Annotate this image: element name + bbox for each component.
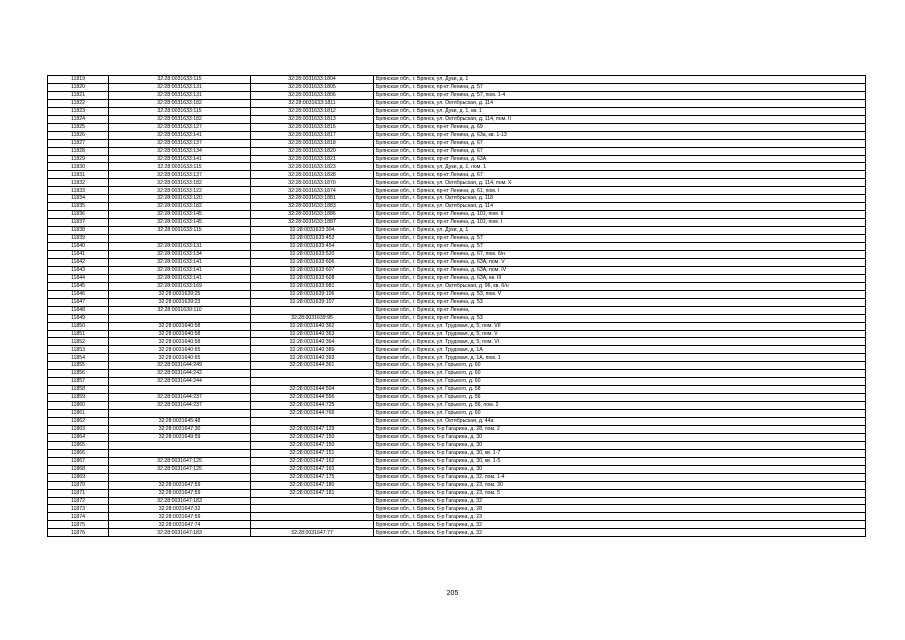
row-number-cell: 11871 — [48, 489, 109, 497]
row-number-cell: 11837 — [48, 219, 109, 227]
row-number-cell: 11841 — [48, 250, 109, 258]
table-row — [48, 163, 866, 171]
address-cell: Брянская обл., г. Брянск, пр-кт Ленина, д. 63А, пом. V — [374, 258, 866, 266]
land-parcel-number-cell: 32:28:0031644:244 — [109, 378, 251, 386]
building-number-cell: 32:28:0031640:364 — [251, 338, 374, 346]
land-parcel-number-cell: 32:28:0031644:237 — [109, 394, 251, 402]
building-number-cell: 32:28:0031633:520 — [251, 250, 374, 258]
land-parcel-number-cell: 32:28:0031633:141 — [109, 274, 251, 282]
building-number-cell: 32:28:0031647:181 — [251, 489, 374, 497]
building-number-cell: 32:28:0031639:95 — [251, 314, 374, 322]
land-parcel-number-cell — [109, 386, 251, 394]
row-number-cell: 11873 — [48, 505, 109, 513]
building-number-cell: 32:28:0031640:389 — [251, 346, 374, 354]
building-number-cell: 32:28:0031644:556 — [251, 394, 374, 402]
building-number-cell — [251, 378, 374, 386]
row-number-cell: 11850 — [48, 322, 109, 330]
table-row — [48, 481, 866, 489]
row-number-cell: 11825 — [48, 123, 109, 131]
land-parcel-number-cell: 32:28:0031644:242 — [109, 370, 251, 378]
table-row — [48, 139, 866, 147]
building-number-cell: 32:28:0031644:766 — [251, 410, 374, 418]
land-parcel-number-cell: 32:28:0031640:58 — [109, 338, 251, 346]
address-cell: Брянская обл., г. Брянск, б-р Гагарина, д. 30 — [374, 433, 866, 441]
row-number-cell: 11822 — [48, 99, 109, 107]
land-parcel-number-cell: 32:28:0031647:74 — [109, 521, 251, 529]
land-parcel-number-cell: 32:28:0031647:183 — [109, 529, 251, 537]
table-row — [48, 306, 866, 314]
building-number-cell: 32:28:0031640:362 — [251, 322, 374, 330]
building-number-cell: 32:28:0031633:981 — [251, 282, 374, 290]
building-number-cell — [251, 505, 374, 513]
row-number-cell: 11844 — [48, 274, 109, 282]
address-cell: Брянская обл., г. Брянск, б-р Гагарина, д. 30 — [374, 441, 866, 449]
row-number-cell: 11849 — [48, 314, 109, 322]
address-cell: Брянская обл., г. Брянск, б-р Гагарина, д. 23 — [374, 513, 866, 521]
land-parcel-number-cell: 32:28:0031647:32 — [109, 505, 251, 513]
row-number-cell: 11824 — [48, 115, 109, 123]
building-number-cell: 32:28:0031633:1823 — [251, 163, 374, 171]
row-number-cell: 11868 — [48, 465, 109, 473]
land-parcel-number-cell: 32:28:0031640:58 — [109, 322, 251, 330]
land-parcel-number-cell: 32:28:0031633:115 — [109, 163, 251, 171]
land-parcel-number-cell: 32:28:0031633:182 — [109, 179, 251, 187]
row-number-cell: 11833 — [48, 187, 109, 195]
land-parcel-number-cell: 32:28:0031633:115 — [109, 107, 251, 115]
row-number-cell: 11839 — [48, 235, 109, 243]
row-number-cell: 11857 — [48, 378, 109, 386]
row-number-cell: 11848 — [48, 306, 109, 314]
building-number-cell: 32:28:0031633:453 — [251, 235, 374, 243]
row-number-cell: 11846 — [48, 290, 109, 298]
table-row — [48, 195, 866, 203]
land-parcel-number-cell: 32:28:0031633:120 — [109, 195, 251, 203]
table-row — [48, 91, 866, 99]
table-row — [48, 76, 866, 84]
table-row — [48, 346, 866, 354]
building-number-cell: 32:28:0031644:504 — [251, 386, 374, 394]
table-row — [48, 123, 866, 131]
address-cell: Брянская обл., г. Брянск, пр-кт Ленина, д. 69 — [374, 123, 866, 131]
table-row — [48, 115, 866, 123]
address-cell: Брянская обл., г. Брянск, ул. Октябрьская, д. 118 — [374, 195, 866, 203]
land-parcel-number-cell: 32:28:0031633:182 — [109, 99, 251, 107]
land-parcel-number-cell — [109, 235, 251, 243]
building-number-cell: 32:28:0031633:1817 — [251, 131, 374, 139]
building-number-cell — [251, 306, 374, 314]
row-number-cell: 11829 — [48, 155, 109, 163]
land-parcel-number-cell: 32:28:0031633:141 — [109, 258, 251, 266]
row-number-cell: 11872 — [48, 497, 109, 505]
land-parcel-number-cell: 32:28:0031633:145 — [109, 211, 251, 219]
row-number-cell: 11834 — [48, 195, 109, 203]
address-cell: Брянская обл., г. Брянск, пр-кт Ленина, д. 57 — [374, 235, 866, 243]
building-number-cell: 32:28:0031633:608 — [251, 274, 374, 282]
building-number-cell: 32:28:0031633:1811 — [251, 99, 374, 107]
address-cell: Брянская обл., г. Брянск, б-р Гагарина, д. 30, кв. 1-5 — [374, 457, 866, 465]
building-number-cell: 32:28:0031633:1816 — [251, 123, 374, 131]
land-parcel-number-cell: 32:28:0031647:125 — [109, 465, 251, 473]
row-number-cell: 11859 — [48, 394, 109, 402]
row-number-cell: 11875 — [48, 521, 109, 529]
land-parcel-number-cell: 32:28:0031640:65 — [109, 354, 251, 362]
row-number-cell: 11867 — [48, 457, 109, 465]
building-number-cell: 32:28:0031647:129 — [251, 425, 374, 433]
land-parcel-number-cell: 32:28:0031633:131 — [109, 243, 251, 251]
row-number-cell: 11821 — [48, 91, 109, 99]
row-number-cell: 11856 — [48, 370, 109, 378]
address-cell: Брянская обл., г. Брянск, пр-кт Ленина, д. 63А, пом. IV — [374, 266, 866, 274]
address-cell: Брянская обл., г. Брянск, ул. Горького, д. 60 — [374, 370, 866, 378]
building-number-cell: 32:28:0031633:1870 — [251, 179, 374, 187]
cadastral-registry-table — [47, 75, 866, 537]
table-row — [48, 322, 866, 330]
table-row — [48, 386, 866, 394]
table-row — [48, 489, 866, 497]
building-number-cell — [251, 417, 374, 425]
land-parcel-number-cell: 32:28:0031647:59 — [109, 489, 251, 497]
row-number-cell: 11820 — [48, 83, 109, 91]
row-number-cell: 11827 — [48, 139, 109, 147]
row-number-cell: 11819 — [48, 76, 109, 84]
row-number-cell: 11835 — [48, 203, 109, 211]
row-number-cell: 11855 — [48, 362, 109, 370]
table-row — [48, 258, 866, 266]
row-number-cell: 11830 — [48, 163, 109, 171]
table-row — [48, 378, 866, 386]
table-row — [48, 147, 866, 155]
table-row — [48, 155, 866, 163]
land-parcel-number-cell: 32:28:0031647:183 — [109, 497, 251, 505]
table-row — [48, 171, 866, 179]
land-parcel-number-cell: 32:28:0031647:125 — [109, 457, 251, 465]
address-cell: Брянская обл., г. Брянск, ул. Горького, д. 58 — [374, 386, 866, 394]
building-number-cell: 32:28:0031633:1821 — [251, 155, 374, 163]
land-parcel-number-cell: 32:28:0031649:59 — [109, 433, 251, 441]
building-number-cell: 32:28:0031647:175 — [251, 473, 374, 481]
land-parcel-number-cell: 32:28:0031633:137 — [109, 139, 251, 147]
land-parcel-number-cell: 32:28:0031633:169 — [109, 282, 251, 290]
land-parcel-number-cell: 32:28:0031639:25 — [109, 290, 251, 298]
address-cell: Брянская обл., г. Брянск, пр-кт Ленина, д. 63а, кв. 1-13 — [374, 131, 866, 139]
row-number-cell: 11823 — [48, 107, 109, 115]
address-cell: Брянская обл., г. Брянск, ул. Октябрьская, д. 96, кв. б/н — [374, 282, 866, 290]
table-row — [48, 187, 866, 195]
address-cell: Брянская обл., г. Брянск, ул. Горького, д. 60 — [374, 362, 866, 370]
table-row — [48, 457, 866, 465]
building-number-cell: 32:28:0031647:150 — [251, 433, 374, 441]
land-parcel-number-cell: 32:28:0031633:182 — [109, 203, 251, 211]
table-row — [48, 83, 866, 91]
building-number-cell: 32:28:0031633:1828 — [251, 171, 374, 179]
table-row — [48, 131, 866, 139]
land-parcel-number-cell: 32:28:0031633:134 — [109, 147, 251, 155]
building-number-cell: 32:28:0031647:162 — [251, 457, 374, 465]
land-parcel-number-cell: 32:28:0031647:59 — [109, 481, 251, 489]
address-cell: Брянская обл., г. Брянск, пр-кт Ленина, д. 53, пом. V — [374, 290, 866, 298]
address-cell: Брянская обл., г. Брянск, пр-кт Ленина, д. 67 — [374, 139, 866, 147]
row-number-cell: 11851 — [48, 330, 109, 338]
address-cell: Брянская обл., г. Брянск, пр-кт Ленина, д. 63А, кв. III — [374, 274, 866, 282]
land-parcel-number-cell: 32:28:0031647:59 — [109, 513, 251, 521]
address-cell: Брянская обл., г. Брянск, ул. Октябрьская, д. 44а — [374, 417, 866, 425]
land-parcel-number-cell: 32:28:0031633:127 — [109, 123, 251, 131]
land-parcel-number-cell: 32:28:0031647:30 — [109, 425, 251, 433]
address-cell: Брянская обл., г. Брянск, б-р Гагарина, д. 32 — [374, 497, 866, 505]
building-number-cell: 32:28:0031633:1818 — [251, 139, 374, 147]
table-row — [48, 314, 866, 322]
address-cell: Брянская обл., г. Брянск, пр-кт Ленина, — [374, 306, 866, 314]
table-row — [48, 354, 866, 362]
address-cell: Брянская обл., г. Брянск, пр-кт Ленина, д. 53 — [374, 298, 866, 306]
table-row — [48, 394, 866, 402]
table-row — [48, 290, 866, 298]
row-number-cell: 11854 — [48, 354, 109, 362]
table-row — [48, 107, 866, 115]
address-cell: Брянская обл., г. Брянск, б-р Гагарина, д. 30 — [374, 465, 866, 473]
land-parcel-number-cell: 32:28:0031633:131 — [109, 83, 251, 91]
address-cell: Брянская обл., г. Брянск, б-р Гагарина, д. 30, кв. 1-7 — [374, 449, 866, 457]
table-row — [48, 529, 866, 537]
row-number-cell: 11847 — [48, 298, 109, 306]
address-cell: Брянская обл., г. Брянск, б-р Гагарина, д. 28 — [374, 505, 866, 513]
address-cell: Брянская обл., г. Брянск, ул. Трудовая, д. 1А, пом. 1 — [374, 354, 866, 362]
address-cell: Брянская обл., г. Брянск, ул. Горького, д. 56 — [374, 394, 866, 402]
address-cell: Брянская обл., г. Брянск, б-р Гагарина, д. 32 — [374, 529, 866, 537]
address-cell: Брянская обл., г. Брянск, ул. Октябрьская, д. 114, пом. II — [374, 115, 866, 123]
land-parcel-number-cell — [109, 449, 251, 457]
building-number-cell: 32:28:0031633:1812 — [251, 107, 374, 115]
page-number: 205 — [446, 590, 459, 597]
address-cell: Брянская обл., г. Брянск, пр-кт Ленина, д. 101, пом. I — [374, 219, 866, 227]
land-parcel-number-cell: 32:28:0031639:23 — [109, 298, 251, 306]
row-number-cell: 11843 — [48, 266, 109, 274]
table-row — [48, 298, 866, 306]
building-number-cell: 32:28:0031633:1813 — [251, 115, 374, 123]
land-parcel-number-cell: 32:28:0031633:115 — [109, 227, 251, 235]
building-number-cell: 32:28:0031644:361 — [251, 362, 374, 370]
registry-table-body — [48, 76, 866, 537]
land-parcel-number-cell — [109, 473, 251, 481]
building-number-cell: 32:28:0031633:1881 — [251, 195, 374, 203]
building-number-cell: 32:28:0031633:1820 — [251, 147, 374, 155]
table-row — [48, 266, 866, 274]
row-number-cell: 11831 — [48, 171, 109, 179]
land-parcel-number-cell: 32:28:0031640:65 — [109, 346, 251, 354]
table-row — [48, 203, 866, 211]
address-cell: Брянская обл., г. Брянск, пр-кт Ленина, д. 57, пом. 1-4 — [374, 91, 866, 99]
building-number-cell: 32:28:0031633:304 — [251, 227, 374, 235]
building-number-cell: 32:28:0031633:1887 — [251, 219, 374, 227]
table-row — [48, 243, 866, 251]
address-cell: Брянская обл., г. Брянск, ул. Горького, д. 56, пом. 2 — [374, 402, 866, 410]
land-parcel-number-cell: 32:28:0031633:122 — [109, 187, 251, 195]
land-parcel-number-cell: 32:28:0031633:141 — [109, 131, 251, 139]
table-row — [48, 235, 866, 243]
address-cell: Брянская обл., г. Брянск, ул. Октябрьская, д. 114 — [374, 99, 866, 107]
row-number-cell: 11874 — [48, 513, 109, 521]
address-cell: Брянская обл., г. Брянск, ул. Октябрьская, д. 114, пом. X — [374, 179, 866, 187]
building-number-cell: 32:28:0031647:163 — [251, 465, 374, 473]
address-cell: Брянская обл., г. Брянск, ул. Трудовая, д. 5, пом. V — [374, 330, 866, 338]
building-number-cell: 32:28:0031647:180 — [251, 481, 374, 489]
land-parcel-number-cell: 32:28:0031645:48 — [109, 417, 251, 425]
row-number-cell: 11840 — [48, 243, 109, 251]
table-row — [48, 370, 866, 378]
building-number-cell: 32:28:0031633:454 — [251, 243, 374, 251]
land-parcel-number-cell: 32:28:0031633:182 — [109, 115, 251, 123]
address-cell: Брянская обл., г. Брянск, пр-кт Ленина, д. 67 — [374, 147, 866, 155]
table-row — [48, 99, 866, 107]
address-cell: Брянская обл., г. Брянск, ул. Трудовая, д. 5, пом. VII — [374, 322, 866, 330]
address-cell: Брянская обл., г. Брянск, ул. Горького, д. 60 — [374, 378, 866, 386]
table-row — [48, 274, 866, 282]
land-parcel-number-cell: 32:28:0031633:141 — [109, 266, 251, 274]
table-row — [48, 330, 866, 338]
building-number-cell: 32:28:0031633:1804 — [251, 76, 374, 84]
address-cell: Брянская обл., г. Брянск, ул. Дуки, д. 1, пом. 1 — [374, 163, 866, 171]
table-row — [48, 425, 866, 433]
row-number-cell: 11826 — [48, 131, 109, 139]
address-cell: Брянская обл., г. Брянск, б-р Гагарина, д. 28, пом. 2 — [374, 425, 866, 433]
table-row — [48, 179, 866, 187]
address-cell: Брянская обл., г. Брянск, б-р Гагарина, д. 23, пом. 30 — [374, 481, 866, 489]
address-cell: Брянская обл., г. Брянск, б-р Гагарина, д. 32, пом. 1-4 — [374, 473, 866, 481]
address-cell: Брянская обл., г. Брянск, ул. Трудовая, д. 5, пом. VI — [374, 338, 866, 346]
row-number-cell: 11870 — [48, 481, 109, 489]
land-parcel-number-cell — [109, 441, 251, 449]
row-number-cell: 11869 — [48, 473, 109, 481]
building-number-cell: 32:28:0031633:1883 — [251, 203, 374, 211]
building-number-cell: 32:28:0031644:725 — [251, 402, 374, 410]
land-parcel-number-cell: 32:28:0031644:237 — [109, 402, 251, 410]
row-number-cell: 11852 — [48, 338, 109, 346]
address-cell: Брянская обл., г. Брянск, б-р Гагарина, д. 32 — [374, 521, 866, 529]
row-number-cell: 11838 — [48, 227, 109, 235]
land-parcel-number-cell: 32:28:0031633:134 — [109, 250, 251, 258]
building-number-cell — [251, 521, 374, 529]
building-number-cell: 32:28:0031633:1806 — [251, 91, 374, 99]
table-row — [48, 338, 866, 346]
land-parcel-number-cell: 32:28:0031633:137 — [109, 171, 251, 179]
address-cell: Брянская обл., г. Брянск, пр-кт Ленина, д. 61, пом. I — [374, 187, 866, 195]
table-row — [48, 211, 866, 219]
building-number-cell: 32:28:0031639:107 — [251, 298, 374, 306]
land-parcel-number-cell: 32:28:0031639:110 — [109, 306, 251, 314]
row-number-cell: 11862 — [48, 417, 109, 425]
building-number-cell: 32:28:0031633:1805 — [251, 83, 374, 91]
row-number-cell: 11842 — [48, 258, 109, 266]
building-number-cell: 32:28:0031639:106 — [251, 290, 374, 298]
row-number-cell: 11876 — [48, 529, 109, 537]
table-row — [48, 250, 866, 258]
building-number-cell: 32:28:0031640:363 — [251, 330, 374, 338]
address-cell: Брянская обл., г. Брянск, б-р Гагарина, д. 23, пом. 5 — [374, 489, 866, 497]
row-number-cell: 11863 — [48, 425, 109, 433]
table-row — [48, 362, 866, 370]
table-row — [48, 402, 866, 410]
table-row — [48, 473, 866, 481]
table-row — [48, 282, 866, 290]
address-cell: Брянская обл., г. Брянск, пр-кт Ленина, д. 57 — [374, 83, 866, 91]
building-number-cell: 32:28:0031633:1874 — [251, 187, 374, 195]
address-cell: Брянская обл., г. Брянск, ул. Дуки, д. 1 — [374, 227, 866, 235]
row-number-cell: 11865 — [48, 441, 109, 449]
address-cell: Брянская обл., г. Брянск, пр-кт Ленина, д. 67 — [374, 171, 866, 179]
row-number-cell: 11860 — [48, 402, 109, 410]
address-cell: Брянская обл., г. Брянск, пр-кт Ленина, д. 53 — [374, 314, 866, 322]
table-row — [48, 465, 866, 473]
building-number-cell: 32:28:0031633:606 — [251, 258, 374, 266]
table-row — [48, 497, 866, 505]
table-row — [48, 505, 866, 513]
land-parcel-number-cell — [109, 410, 251, 418]
land-parcel-number-cell: 32:28:0031633:131 — [109, 91, 251, 99]
land-parcel-number-cell: 32:28:0031633:145 — [109, 219, 251, 227]
address-cell: Брянская обл., г. Брянск, пр-кт Ленина, д. 67, пом. б/н — [374, 250, 866, 258]
row-number-cell: 11828 — [48, 147, 109, 155]
building-number-cell — [251, 370, 374, 378]
building-number-cell: 32:28:0031647:151 — [251, 449, 374, 457]
building-number-cell: 32:28:0031647:77 — [251, 529, 374, 537]
row-number-cell: 11845 — [48, 282, 109, 290]
land-parcel-number-cell: 32:28:0031640:58 — [109, 330, 251, 338]
land-parcel-number-cell: 32:28:0031644:249 — [109, 362, 251, 370]
building-number-cell: 32:28:0031633:1886 — [251, 211, 374, 219]
table-row — [48, 441, 866, 449]
building-number-cell: 32:28:0031640:393 — [251, 354, 374, 362]
land-parcel-number-cell: 32:28:0031633:141 — [109, 155, 251, 163]
address-cell: Брянская обл., г. Брянск, пр-кт Ленина, д. 101, пом. II — [374, 211, 866, 219]
building-number-cell: 32:28:0031633:607 — [251, 266, 374, 274]
address-cell: Брянская обл., г. Брянск, ул. Горького, д. 60 — [374, 410, 866, 418]
address-cell: Брянская обл., г. Брянск, пр-кт Ленина, д. 63А — [374, 155, 866, 163]
table-row — [48, 513, 866, 521]
land-parcel-number-cell: 32:28:0031633:115 — [109, 76, 251, 84]
row-number-cell: 11866 — [48, 449, 109, 457]
row-number-cell: 11836 — [48, 211, 109, 219]
address-cell: Брянская обл., г. Брянск, ул. Октябрьская, д. 114 — [374, 203, 866, 211]
table-row — [48, 410, 866, 418]
row-number-cell: 11853 — [48, 346, 109, 354]
building-number-cell — [251, 497, 374, 505]
row-number-cell: 11864 — [48, 433, 109, 441]
address-cell: Брянская обл., г. Брянск, ул. Дуки, д. 1, кв. 1 — [374, 107, 866, 115]
building-number-cell: 32:28:0031647:150 — [251, 441, 374, 449]
address-cell: Брянская обл., г. Брянск, ул. Дуки, д. 1 — [374, 76, 866, 84]
table-row — [48, 433, 866, 441]
land-parcel-number-cell — [109, 314, 251, 322]
address-cell: Брянская обл., г. Брянск, пр-кт Ленина, д. 57 — [374, 243, 866, 251]
table-row — [48, 219, 866, 227]
row-number-cell: 11861 — [48, 410, 109, 418]
row-number-cell: 11858 — [48, 386, 109, 394]
table-row — [48, 227, 866, 235]
row-number-cell: 11832 — [48, 179, 109, 187]
table-row — [48, 521, 866, 529]
building-number-cell — [251, 513, 374, 521]
table-row — [48, 417, 866, 425]
table-row — [48, 449, 866, 457]
address-cell: Брянская обл., г. Брянск, ул. Трудовая, д. 1А — [374, 346, 866, 354]
